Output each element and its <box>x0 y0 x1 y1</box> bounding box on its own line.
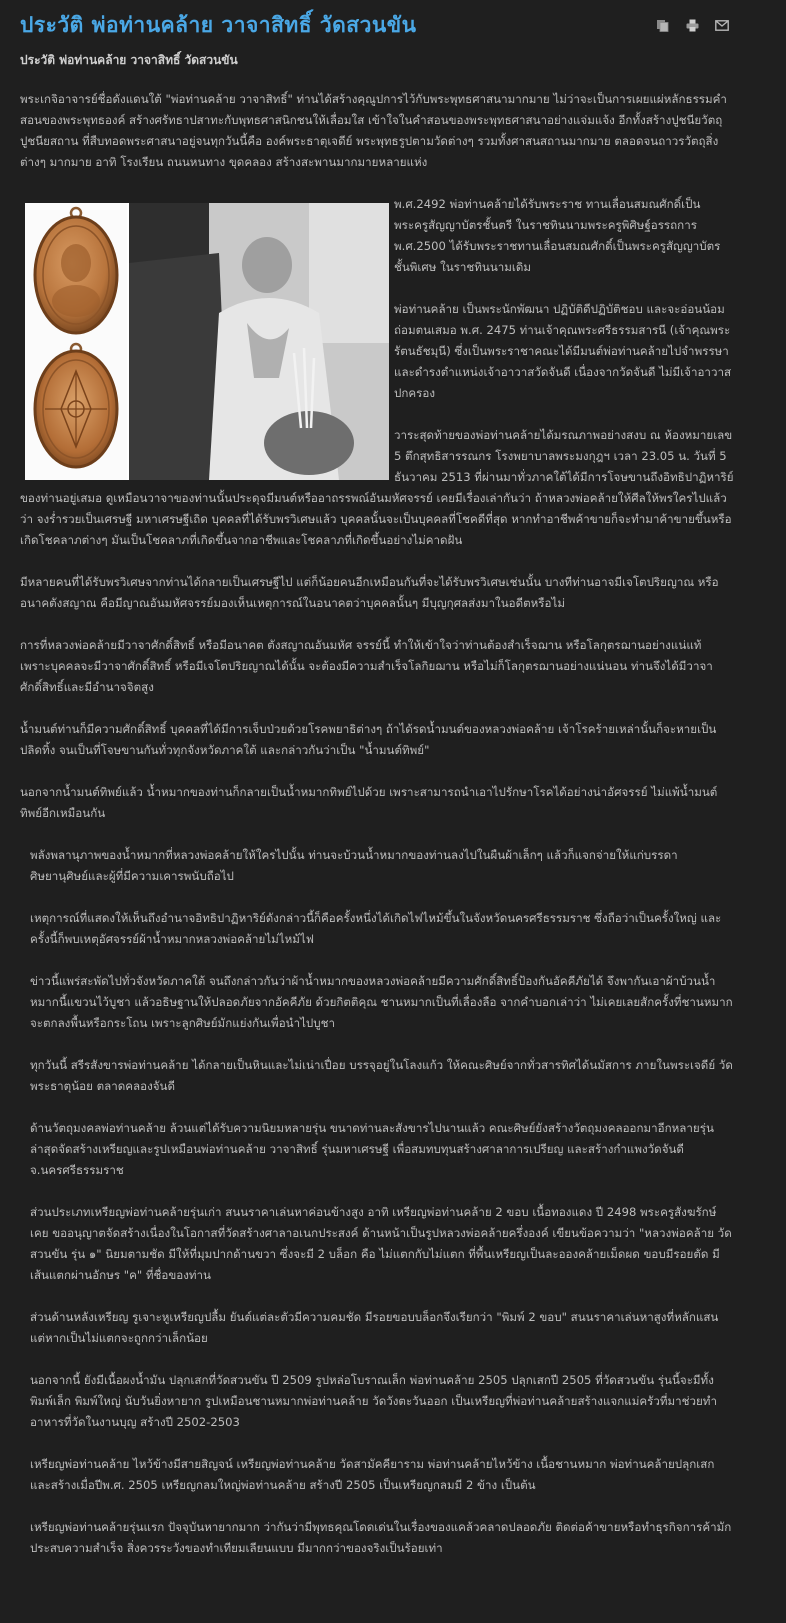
article-tools <box>654 17 730 33</box>
paragraph-other-items: นอกจากนี้ ยังมีเนื้อผงน้ำมัน ปลุกเสกที่วัดสวนขัน ปี 2509 รูปหล่อโบราณเล็ก พ่อท่านคล้าย 2505 ปลุกเสกปี 2505 ที่วัดสวนขัน รุ่นนี้จะมีทั้งพิมพ์เล็ก พิมพ์ใหญ่ นับวันยิ่งหายาก รูปเหมือนชานหมากพ่อท่านคล้าย วัดวังตะวันออก เป็นเหรียญที่พ่อท่านคล้ายสร้างแจกแม่ครัวที่มาช่วยทำอาหารที่วัดในงานบุญ สร้างปี 2502-2503 <box>30 1373 717 1429</box>
paragraph-holy-water: น้ำมนต์ท่านก็มีความศักดิ์สิทธิ์ บุคคลที่ได้มีการเจ็บป่วยด้วยโรคพยาธิต่างๆ ถ้าได้รดน้ำมนต์ของหลวงพ่อคล้าย เจ้าโรคร้ายเหล่านั้นก็จะหายเป็นปลิดทิ้ง จนเป็นที่โจษขานกันทั่วทุกจังหวัดภาคใต้ และกล่าวกันว่าเป็น "น้ำมนต์ทิพย์" <box>20 722 717 757</box>
print-preview-icon[interactable] <box>654 17 670 33</box>
paragraph-blessings: มีหลายคนที่ได้รับพรวิเศษจากท่านได้กลายเป็นเศรษฐีไป แต่ก็น้อยคนอีกเหมือนกันที่จะได้รับพรวิเศษเช่นนั้น บางทีท่านอาจมีเจโตปริยญาณ หรืออนาคตังสญาณ คือมีญาณอันมหัศจรรย์มองเห็นเหตุการณ์ในอนาคตว่าบุคคลนั้นๆ มีบุญกุศลส่งมาในอดีตหรือไม่ <box>20 575 719 610</box>
paragraph-remains: ทุกวันนี้ สรีรสังขารพ่อท่านคล้าย ได้กลายเป็นหินและไม่เน่าเปื่อย บรรจุอยู่ในโลงแก้ว ให้คณะศิษย์จากทั่วสารทิศได้นมัสการ ภายในพระเจดีย์ วัดพระธาตุน้อย ตลาดคลองจันดี <box>30 1058 733 1093</box>
print-icon[interactable] <box>684 17 700 33</box>
paragraph-developer: พ่อท่านคล้าย เป็นพระนักพัฒนา ปฏิบัติดีปฏิบัติชอบ และจะอ่อนน้อมถ่อมตนเสมอ พ.ศ. 2475 ท่านเจ้าคุณพระศรีธรรมสารนี (เจ้าคุณพระรัตนธัชมุนี) ซึ่งเป็นพระราชาคณะได้มีมนต์พ่อท่านคล้ายไปจำพรรษาและดำรงตำแหน่งเจ้าอาวาสวัดจันดี เนื่องจากวัดจันดี ไม่มีเจ้าอาวาสปกครอง <box>394 302 732 400</box>
paragraph-amulets: ด้านวัตถุมงคลพ่อท่านคล้าย ล้วนแต่ได้รับความนิยมหลายรุ่น ขนาดท่านละสังขารไปนานแล้ว คณะศิษย์ยังสร้างวัตถุมงคลออกมาอีกหลายรุ่น ล่าสุดจัดสร้างเหรียญและรูปเหมือนพ่อท่านคล้าย วาจาสิทธิ์ รุ่นมหาเศรษฐี เพื่อสมทบทุนสร้างศาลาการเปรียญ และสร้างกำแพงวัดจันดี จ.นครศรีธรรมราช <box>30 1121 714 1177</box>
paragraph-betel: นอกจากน้ำมนต์ทิพย์แล้ว น้ำหมากของท่านก็กลายเป็นน้ำหมากทิพย์ไปด้วย เพราะสามารถนำเอาไปรักษาโรคได้อย่างน่าอัศจรรย์ ไม่แพ้น้ำมนต์ทิพย์อีกเหมือนกัน <box>20 785 718 820</box>
paragraph-betel-power: พลังพลานุภาพของน้ำหมากที่หลวงพ่อคล้ายให้ใครไปนั้น ท่านจะบ้วนน้ำหมากของท่านลงไปในผืนผ้าเล็กๆ แล้วก็แจกจ่ายให้แก่บรรดาศิษยานุศิษย์และผู้ที่มีความเคารพนับถือไป <box>30 848 678 883</box>
article-subtitle: ประวัติ พ่อท่านคล้าย วาจาสิทธิ์ วัดสวนขัน <box>20 53 238 67</box>
article-image <box>25 203 389 480</box>
amulet-coins-image <box>25 203 127 480</box>
paragraph-news: ข่าวนี้แพร่สะพัดไปทั่วจังหวัดภาคใต้ จนถึงกล่าวกันว่าผ้าน้ำหมากของหลวงพ่อคล้ายมีความศักดิ์สิทธิ์ป้องกันอัคคีภัยได้ จึงพากันเอาผ้าบ้วนน้ำหมากนี้แขวนไว้บูชา แล้วอธิษฐานให้ปลอดภัยจากอัคคีภัย ด้วยกิตติคุณ ชานหมากเป็นที่เลื่องลือ จากคำบอกเล่าว่า ไม่เคยเลยสักครั้งที่ชานหมากจะตกลงพื้นหรือกระโถน เพราะลูกศิษย์มักแย่งกันเพื่อนำไปบูชา <box>30 974 733 1030</box>
paragraph-first-edition: เหรียญพ่อท่านคล้ายรุ่นแรก ปัจจุบันหายากมาก ว่ากันว่ามีพุทธคุณโดดเด่นในเรื่องของแคล้วคลาดปลอดภัย ติดต่อค้าขายหรือทำธุรกิจการค้ามักประสบความสำเร็จ สิ่งควรระวังของทำเทียมเลียนแบบ มีมากกว่าของจริงเป็นร้อยเท่า <box>30 1520 732 1555</box>
paragraph-passing: วาระสุดท้ายของพ่อท่านคล้ายได้มรณภาพอย่างสงบ ณ ห้องหมายเลข 5 ตึกสุทธิสารรณกร โรงพยาบาลพระมงกุฎฯ เวลา 23.05 น. วันที่ 5 ธันวาคม 2513 ที่ผ่านมาทั่วภาคใต้ได้มีการโจษขานถึงอิทธิปาฏิหาริย์ของท่านอยู่เสมอ ดูเหมือนวาจาของท่านนั้นประดุจมีมนต์หรืออาถรรพณ์อันมหัศจรรย์ เคยมีเรื่องเล่ากันว่า ถ้าหลวงพ่อคล้ายให้ศีลให้พรใครไปแล้วว่า จงร่ำรวยเป็นเศรษฐี มหาเศรษฐีเถิด บุคคลที่ได้รับพรวิเศษแล้ว บุคคลนั้นจะเป็นบุคคลที่โชคดีที่สุด หากทำอาชีพค้าขายก็จะทำมาค้าขายขึ้นหรือเกิดโชคลาภต่างๆ มันเป็นโชคลาภที่เกิดขึ้นจากอาชีพและโชคลาภที่เกิดขึ้นอย่างไม่คาดฝัน <box>20 428 734 547</box>
paragraph-coin-back: ส่วนด้านหลังเหรียญ รูเจาะหูเหรียญปลื้ม ยันต์แต่ละตัวมีความคมชัด มีรอยขอบบล็อกจึงเรียกว่า "พิมพ์ 2 ขอบ" สนนราคาเล่นหาสูงที่หลักแสน แต่หากเป็นไม่แตกจะถูกกว่าเล็กน้อย <box>30 1310 719 1345</box>
paragraph-fire: เหตุการณ์ที่แสดงให้เห็นถึงอำนาจอิทธิปาฏิหาริย์ดังกล่าวนี้ก็คือครั้งหนึ่งได้เกิดไฟไหม้ขึ้นในจังหวัดนครศรีธรรมราช ซึ่งถือว่าเป็นครั้งใหญ่ และครั้งนี้ก็พบเหตุอัศจรรย์ผ้าน้ำหมากหลวงพ่อคล้ายไม่ไหม้ไฟ <box>30 911 722 946</box>
monk-portrait-photo <box>129 203 389 480</box>
email-icon[interactable] <box>714 17 730 33</box>
paragraph-sacred-speech: การที่หลวงพ่อคล้ายมีวาจาศักดิ์สิทธิ์ หรือมีอนาคต ตังสญาณอันมหัศ จรรย์นี้ ทำให้เข้าใจว่าท่านต้องสำเร็จฌาน หรือโลกุตรฌานอย่างแน่แท้ เพราะบุคคลจะมีวาจาศักดิ์สิทธิ์ หรือมีเจโตปริยญาณได้นั้น จะต้องมีความสำเร็จโลกิยฌาน หรือไม่ก็โลกุตรฌานอย่างแน่นอน ท่านจึงได้มีวาจาศักดิ์สิทธิ์และมีอำนาจจิตสูง <box>20 638 713 694</box>
paragraph-ordination: พ.ศ.2492 พ่อท่านคล้ายได้รับพระราช ทานเลื่อนสมณศักดิ์เป็นพระครูสัญญาบัตรชั้นตรี ในราชทินนามพระครูพิศิษฐ์อรรถการ พ.ศ.2500 ได้รับพระราชทานเลื่อนสมณศักดิ์เป็นพระครูสัญญาบัตรชั้นพิเศษ ในราชทินนามเดิม <box>394 197 721 274</box>
page-title: ประวัติ พ่อท่านคล้าย วาจาสิทธิ์ วัดสวนขัน <box>20 13 417 37</box>
article-body <box>20 89 734 1580</box>
article-header <box>20 8 770 42</box>
paragraph-side-prayer-coin: เหรียญพ่อท่านคล้าย ไหว้ข้างมีสายสิญจน์ เหรียญพ่อท่านคล้าย วัดสามัคคียาราม พ่อท่านคล้ายไหว้ข้าง เนื้อชานหมาก พ่อท่านคล้ายปลุกเสกและสร้างเมื่อปีพ.ศ. 2505 เหรียญกลมใหญ่พ่อท่านคล้าย สร้างปี 2505 เป็นเหรียญกลมมี 2 ข้าง เป็นต้น <box>30 1457 715 1492</box>
paragraph-old-coins: ส่วนประเภทเหรียญพ่อท่านคล้ายรุ่นเก่า สนนราคาเล่นหาค่อนข้างสูง อาทิ เหรียญพ่อท่านคล้าย 2 ขอบ เนื้อทองแดง ปี 2498 พระครูสังฆรักษ์เคย ขออนุญาตจัดสร้างเนื่องในโอกาสที่วัดสร้างศาลาอเนกประสงค์ ด้านหน้าเป็นรูปหลวงพ่อคล้ายครึ่งองค์ เขียนข้อความว่า "หลวงพ่อคล้าย วัดสวนขัน รุ่น ๑" นิยมตามชัด มีให้ที่มุมปากด้านขวา ซึ่งจะมี 2 บล็อก คือ ไม่แตกกับไม่แตก ที่พื้นเหรียญเป็นละอองคล้ายเม็ดผด ขอบมีรอยตัด มีเส้นแตกผ่านอักษร "ค" ที่ชื่อของท่าน <box>30 1205 732 1282</box>
intro-paragraph: พระเกจิอาจารย์ชื่อดังแดนใต้ "พ่อท่านคล้าย วาจาสิทธิ์" ท่านได้สร้างคุณูปการไว้กับพระพุทธศาสนามากมาย ไม่ว่าจะเป็นการเผยแผ่หลักธรรมคำสอนของพระพุทธองค์ สร้างศรัทธาปสาทะกับพุทธศาสนิกชนให้เลื่อมใส เข้าใจในคำสอนของพระพุทธศาสนาอย่างแจ่มแจ้ง อีกทั้งสร้างปูชนียวัตถุ ปูชนียสถาน ที่สืบทอดพระศาสนาอยู่จนทุกวันนี้คือ องค์พระธาตุเจดีย์ พระพุทธรูปตามวัดต่างๆ รวมทั้งศาสนสถานมากมาย ตลอดจนถาวรวัตถุสิ่งต่างๆ มากมาย อาทิ โรงเรียน ถนนหนทาง ขุดคลอง สร้างสะพานมากมายหลายแห่ง <box>20 92 727 169</box>
